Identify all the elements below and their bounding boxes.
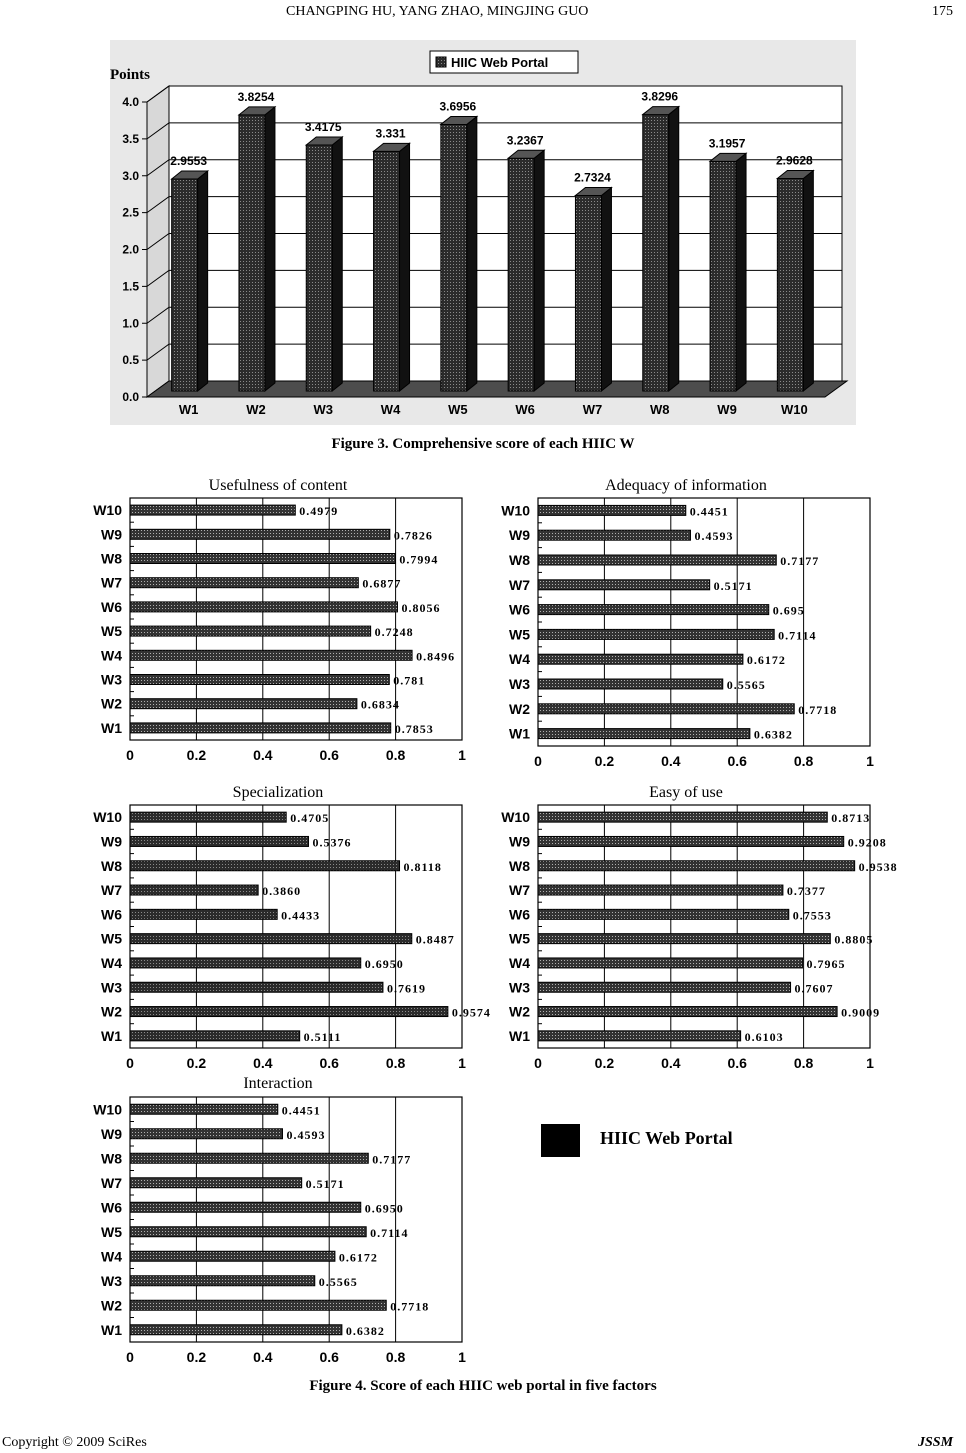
data-label: 0.7607 <box>794 981 834 996</box>
x-tick-label: 1 <box>458 747 466 763</box>
y-tick-label: W3 <box>101 671 122 688</box>
x-tick-label: 0.6 <box>727 753 747 769</box>
bar <box>130 1104 278 1114</box>
y-tick-label: W7 <box>101 574 122 591</box>
y-tick-label: W4 <box>509 651 530 668</box>
x-tick-label: 0.2 <box>186 1055 207 1071</box>
bar <box>710 153 746 391</box>
x-tick-label: 0.4 <box>253 1349 273 1365</box>
y-tick-label: W10 <box>501 502 530 519</box>
x-tick-label: 1 <box>866 1055 874 1071</box>
y-tick-label: W6 <box>101 1199 122 1216</box>
x-tick-label: 0.8 <box>385 1349 406 1365</box>
data-label: 0.7718 <box>390 1299 430 1314</box>
data-label: 0.4451 <box>281 1103 321 1118</box>
x-tick-label: 0 <box>534 1055 542 1071</box>
bar <box>538 1007 837 1017</box>
bar <box>306 137 342 391</box>
y-tick-label: W10 <box>501 809 530 826</box>
bar <box>130 1178 302 1188</box>
copyright-footer: Copyright © 2009 SciRes <box>2 1435 147 1450</box>
bar <box>130 1276 315 1286</box>
y-tick-label: 2.0 <box>122 242 139 257</box>
data-label: 0.5565 <box>318 1274 358 1289</box>
y-tick-label: 1.0 <box>122 316 139 331</box>
bar <box>538 580 710 590</box>
data-label: 0.7114 <box>778 628 817 643</box>
data-label: 0.6382 <box>753 727 793 742</box>
data-label: 0.6103 <box>744 1029 784 1044</box>
y-tick-label: W4 <box>101 954 122 971</box>
y-axis-title: Points <box>110 67 151 83</box>
x-tick-label: W4 <box>380 402 401 417</box>
y-tick-label: W4 <box>101 647 122 664</box>
bar <box>130 1153 368 1163</box>
data-label: 0.8805 <box>834 932 874 947</box>
y-tick-label: 3.0 <box>122 168 139 183</box>
bar <box>538 861 855 871</box>
data-label: 2.9553 <box>170 154 208 169</box>
x-tick-label: 1 <box>458 1055 466 1071</box>
y-tick-label: W7 <box>101 1174 122 1191</box>
x-tick-label: 0.2 <box>186 1349 207 1365</box>
data-label: 3.2367 <box>506 133 544 148</box>
chart-title: Interaction <box>243 1075 313 1092</box>
data-label: 0.9574 <box>451 1005 491 1020</box>
x-tick-label: 0.8 <box>385 1055 406 1071</box>
y-tick-label: W8 <box>101 857 122 874</box>
x-tick-label: W10 <box>780 402 808 417</box>
x-tick-label: W3 <box>313 402 333 417</box>
data-label: 0.4593 <box>694 529 734 544</box>
data-label: 0.4705 <box>290 811 330 826</box>
data-label: 0.695 <box>772 603 805 618</box>
x-tick-label: 1 <box>458 1349 466 1365</box>
x-tick-label: 0.8 <box>385 747 406 763</box>
bar <box>538 982 791 992</box>
y-tick-label: W5 <box>509 930 530 947</box>
data-label: 0.7853 <box>394 721 434 736</box>
y-tick-label: W9 <box>509 527 530 544</box>
x-tick-label: W8 <box>650 402 670 417</box>
bar <box>538 934 830 944</box>
data-label: 0.6382 <box>345 1323 385 1338</box>
chart-title: Adequacy of information <box>605 477 767 494</box>
bar <box>172 171 208 391</box>
data-label: 0.6172 <box>746 653 786 668</box>
data-label: 0.7718 <box>798 702 838 717</box>
data-label: 2.7324 <box>574 170 611 185</box>
data-label: 0.7965 <box>806 956 846 971</box>
y-tick-label: W7 <box>509 576 530 593</box>
legend-label: HIIC Web Portal <box>600 1128 733 1148</box>
data-label: 0.3860 <box>262 884 302 899</box>
bar <box>130 1325 342 1335</box>
y-tick-label: W2 <box>101 1297 122 1314</box>
y-tick-label: W6 <box>509 601 530 618</box>
bar <box>441 116 477 391</box>
y-tick-label: 0.5 <box>122 353 139 368</box>
bar <box>538 530 690 540</box>
x-tick-label: W6 <box>515 402 535 417</box>
y-tick-label: W1 <box>101 1321 122 1338</box>
legend-label: HIIC Web Portal <box>451 55 549 70</box>
y-tick-label: W7 <box>509 882 530 899</box>
y-tick-label: W9 <box>101 1125 122 1142</box>
y-tick-label: W7 <box>101 882 122 899</box>
bar <box>538 909 789 919</box>
data-label: 0.9009 <box>841 1005 881 1020</box>
x-tick-label: 0 <box>126 747 134 763</box>
y-tick-label: W1 <box>509 725 530 742</box>
data-label: 0.8056 <box>401 600 441 615</box>
data-label: 0.5111 <box>303 1029 342 1044</box>
data-label: 0.6172 <box>338 1250 378 1265</box>
bar <box>130 1251 335 1261</box>
y-tick-label: W6 <box>509 906 530 923</box>
bar <box>130 1202 361 1212</box>
x-tick-label: 1 <box>866 753 874 769</box>
y-tick-label: W8 <box>509 552 530 568</box>
y-tick-label: W8 <box>101 550 122 567</box>
bar <box>538 1031 741 1041</box>
data-label: 0.4593 <box>286 1127 326 1142</box>
chart-title: Usefulness of content <box>208 477 348 494</box>
y-tick-label: 3.5 <box>122 131 139 146</box>
y-tick-label: W2 <box>509 700 530 717</box>
easy-of-use-chart <box>0 780 966 1080</box>
data-label: 3.4175 <box>304 119 342 134</box>
x-tick-label: 0 <box>126 1349 134 1365</box>
adequacy-of-information-chart <box>0 470 966 770</box>
data-label: 0.5171 <box>305 1176 345 1191</box>
data-label: 0.9538 <box>858 859 898 874</box>
bar <box>777 170 813 391</box>
y-tick-label: W2 <box>101 695 122 712</box>
data-label: 2.9628 <box>775 153 813 168</box>
y-tick-label: W5 <box>101 930 122 947</box>
data-label: 0.6950 <box>364 956 404 971</box>
y-tick-label: 0.0 <box>122 390 139 404</box>
x-tick-label: W2 <box>246 402 266 417</box>
y-tick-label: 1.5 <box>122 279 139 294</box>
data-label: 0.4433 <box>281 908 321 923</box>
data-label: 0.5376 <box>312 835 352 850</box>
bar <box>538 812 827 822</box>
data-label: 0.7553 <box>792 908 832 923</box>
bar <box>643 107 679 391</box>
y-tick-label: W3 <box>101 1272 122 1289</box>
y-tick-label: W8 <box>101 1150 122 1167</box>
bar <box>239 107 275 391</box>
x-tick-label: 0.8 <box>793 1055 814 1071</box>
bar <box>508 150 544 391</box>
chart-title: Easy of use <box>649 784 723 801</box>
bar <box>130 1300 386 1310</box>
data-label: 3.1957 <box>708 136 746 151</box>
y-tick-label: W10 <box>93 1101 122 1118</box>
x-tick-label: 0.4 <box>661 1055 681 1071</box>
data-label: 0.8487 <box>415 932 455 947</box>
data-label: 0.7377 <box>786 884 826 899</box>
y-tick-label: W4 <box>509 954 530 971</box>
x-tick-label: 0.6 <box>319 747 339 763</box>
y-tick-label: W2 <box>509 1003 530 1020</box>
x-tick-label: W5 <box>448 402 468 417</box>
data-label: 0.6877 <box>362 576 402 591</box>
y-tick-label: W5 <box>101 623 122 640</box>
data-label: 0.7177 <box>372 1152 412 1167</box>
y-tick-label: W3 <box>509 979 530 996</box>
bar <box>538 629 774 639</box>
data-label: 0.4451 <box>689 504 729 519</box>
y-tick-label: W9 <box>509 833 530 850</box>
data-label: 0.8713 <box>831 811 871 826</box>
y-tick-label: W3 <box>509 676 530 692</box>
y-tick-label: W6 <box>101 906 122 923</box>
y-tick-label: W1 <box>101 719 122 736</box>
y-tick-label: 4.0 <box>122 95 139 109</box>
y-tick-label: W1 <box>509 1027 530 1044</box>
data-label: 0.5565 <box>726 678 766 692</box>
bar <box>538 605 769 615</box>
x-tick-label: 0.6 <box>727 1055 747 1071</box>
data-label: 0.4979 <box>299 504 339 519</box>
x-tick-label: W9 <box>717 402 737 417</box>
y-tick-label: W9 <box>101 833 122 850</box>
data-label: 0.781 <box>393 673 426 688</box>
bar <box>538 704 794 714</box>
y-tick-label: W2 <box>101 1003 122 1020</box>
comprehensive-score-chart <box>0 0 966 440</box>
y-tick-label: W8 <box>509 857 530 874</box>
bar <box>538 729 750 739</box>
x-tick-label: 0 <box>126 1055 134 1071</box>
data-label: 0.9208 <box>847 835 887 850</box>
figure3-caption: Figure 3. Comprehensive score of each HIIC W <box>331 436 635 452</box>
bar <box>538 679 723 689</box>
interaction-chart <box>0 1075 480 1375</box>
x-tick-label: 0.4 <box>253 747 273 763</box>
data-label: 0.7177 <box>780 554 820 568</box>
y-tick-label: 2.5 <box>122 205 139 220</box>
bar <box>538 885 783 895</box>
y-tick-label: W5 <box>101 1223 122 1240</box>
data-label: 3.8254 <box>237 89 275 104</box>
y-tick-label: W4 <box>101 1248 122 1265</box>
legend-swatch <box>436 57 446 67</box>
bar <box>130 1227 366 1237</box>
y-tick-label: W10 <box>93 809 122 826</box>
x-tick-label: 0.2 <box>186 747 207 763</box>
data-label: 3.8296 <box>641 89 679 104</box>
data-label: 3.6956 <box>439 99 477 114</box>
bar <box>130 1129 282 1139</box>
x-tick-label: 0.6 <box>319 1055 339 1071</box>
data-label: 0.7248 <box>374 625 414 640</box>
x-tick-label: 0.2 <box>594 753 615 769</box>
journal-footer: JSSM <box>918 1435 954 1450</box>
y-tick-label: W5 <box>509 626 530 643</box>
data-label: 0.6950 <box>364 1201 404 1216</box>
running-header: CHANGPING HU, YANG ZHAO, MINGJING GUO <box>286 4 589 19</box>
data-label: 0.5171 <box>713 578 753 593</box>
bar <box>538 836 844 846</box>
x-tick-label: 0.6 <box>319 1349 339 1365</box>
bar <box>374 143 410 391</box>
x-tick-label: W7 <box>582 402 603 417</box>
data-label: 0.7114 <box>370 1225 409 1240</box>
y-tick-label: W3 <box>101 979 122 996</box>
chart-title: Specialization <box>232 784 324 801</box>
x-tick-label: 0.8 <box>793 753 814 769</box>
bar <box>538 654 743 664</box>
y-tick-label: W10 <box>93 502 122 519</box>
x-tick-label: W1 <box>178 402 199 417</box>
bar <box>575 187 611 391</box>
bar <box>538 505 686 515</box>
data-label: 0.7994 <box>399 552 439 567</box>
y-tick-label: W9 <box>101 526 122 543</box>
data-label: 3.331 <box>375 126 406 141</box>
data-label: 0.6834 <box>360 697 400 712</box>
data-label: 0.8118 <box>403 859 442 874</box>
data-label: 0.8496 <box>416 649 456 664</box>
bar <box>538 555 776 565</box>
data-label: 0.7619 <box>386 981 426 996</box>
y-tick-label: W1 <box>101 1027 122 1044</box>
page-number: 175 <box>932 4 953 19</box>
x-tick-label: 0.4 <box>661 753 681 769</box>
bar <box>538 958 802 968</box>
x-tick-label: 0.2 <box>594 1055 615 1071</box>
legend-swatch <box>541 1124 580 1157</box>
x-tick-label: 0 <box>534 753 542 769</box>
y-tick-label: W6 <box>101 598 122 615</box>
x-tick-label: 0.4 <box>253 1055 273 1071</box>
data-label: 0.7826 <box>393 528 433 543</box>
figure4-caption: Figure 4. Score of each HIIC web portal in five factors <box>309 1378 657 1394</box>
